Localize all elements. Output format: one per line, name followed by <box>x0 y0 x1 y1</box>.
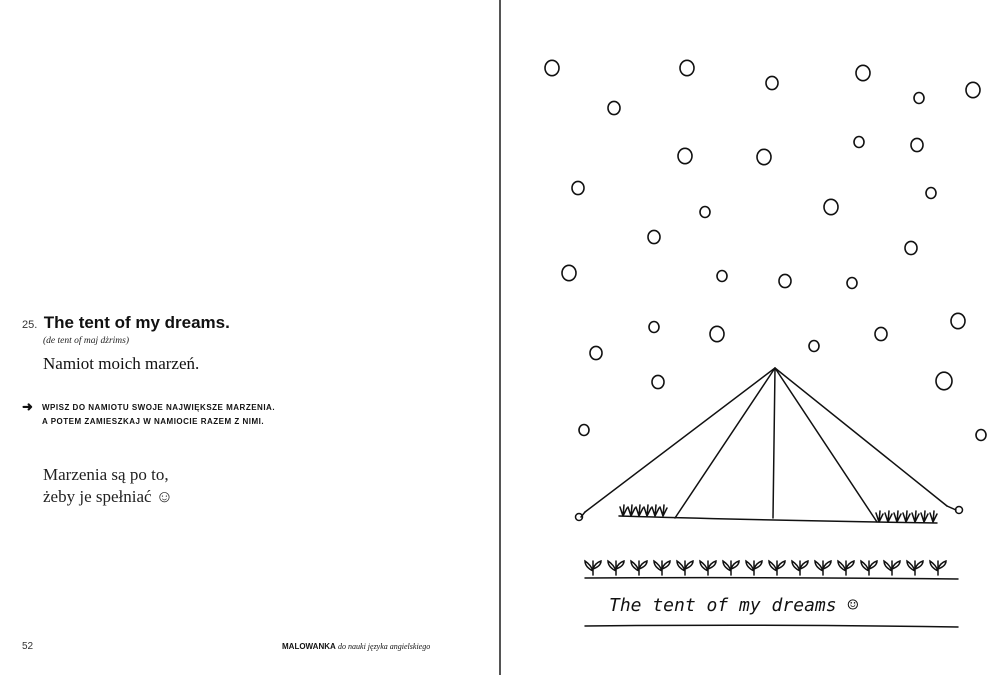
snow-circle <box>905 241 917 254</box>
snow-circle <box>572 181 584 194</box>
snow-circle <box>608 101 620 114</box>
snow-circle <box>710 326 724 341</box>
snow-circle <box>914 93 924 104</box>
snow-circle <box>652 375 664 388</box>
sprout-row <box>585 561 946 575</box>
arrow-right-icon: ➜ <box>22 399 33 414</box>
grass-left <box>620 505 667 516</box>
snow-circle <box>562 265 576 280</box>
snow-circle <box>824 199 838 214</box>
snow-circle <box>966 82 980 97</box>
snow-circle <box>590 346 602 359</box>
footer-subtitle: do nauki języka angielskiego <box>338 642 431 651</box>
page-number: 52 <box>22 641 34 652</box>
snow-circle <box>856 65 870 80</box>
snow-circle <box>951 313 965 328</box>
snow-circle <box>678 148 692 163</box>
snow-circle <box>545 60 559 75</box>
coloring-drawing <box>501 0 1000 675</box>
tent-center-seam <box>773 368 775 518</box>
snow-circle <box>875 327 887 340</box>
translation: Namiot moich marzeń. <box>43 354 200 373</box>
instruction-line-1: WPISZ DO NAMIOTU SWOJE NAJWIĘKSZE MARZENIA. <box>42 403 276 412</box>
quote-line-1: Marzenia są po to, <box>43 465 169 484</box>
snow-circle <box>854 137 864 148</box>
tent-left-seam <box>675 368 775 518</box>
snow-circle <box>649 322 659 333</box>
snow-circle <box>579 425 589 436</box>
exercise-heading <box>22 313 230 333</box>
grass-right <box>876 511 937 522</box>
snow-circle <box>779 274 791 287</box>
tent-right-edge <box>775 368 947 506</box>
snow-circle <box>809 341 819 352</box>
snow-circle <box>936 372 952 390</box>
exercise-number: 25. <box>22 319 38 331</box>
tent-peg-right-line <box>947 506 956 510</box>
snow-circle <box>680 60 694 75</box>
right-page <box>501 0 1000 675</box>
quote-line-2: żeby je spełniać ☺ <box>43 487 174 506</box>
handwritten-caption: The tent of my dreams ☺ <box>609 595 859 616</box>
snow-circle <box>700 207 710 218</box>
pronunciation: (de tent of maj dżrims) <box>43 336 130 346</box>
quote <box>43 464 173 508</box>
snow-circle <box>757 149 771 164</box>
tent-left-edge <box>585 368 775 512</box>
footer-brand: MALOWANKA <box>282 642 336 651</box>
upper-rule-line <box>585 578 958 579</box>
snow-circle <box>847 278 857 289</box>
snow-circle <box>766 76 778 89</box>
lower-rule-line <box>585 625 958 627</box>
footer <box>282 642 430 651</box>
tent-drawing <box>576 368 963 523</box>
snow-circle <box>648 230 660 243</box>
caption-border <box>585 561 958 627</box>
snow-circle <box>976 430 986 441</box>
tent-right-seam <box>775 368 877 522</box>
instruction-line-2: A POTEM ZAMIESZKAJ W NAMIOCIE RAZEM Z NIMI. <box>42 417 265 426</box>
snow-circle <box>717 271 727 282</box>
snow-circle <box>926 188 936 199</box>
exercise-title: The tent of my dreams. <box>43 313 230 332</box>
snow-circle <box>911 138 923 151</box>
